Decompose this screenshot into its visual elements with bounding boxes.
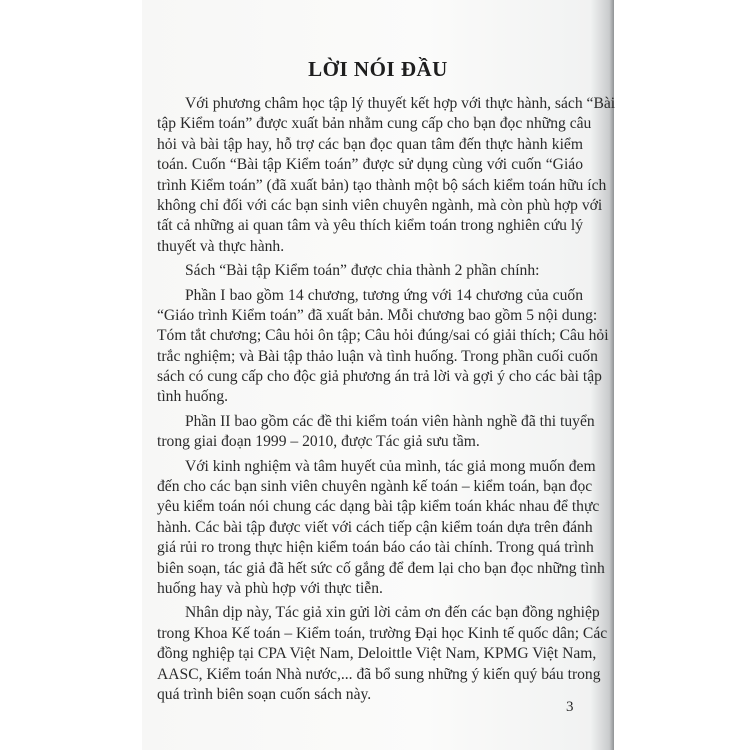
book-page	[142, 0, 614, 750]
text-line: Phần I bao gồm 14 chương, tương ứng với 14 chương của cuốn	[185, 286, 583, 304]
text-line: đến cho các bạn sinh viên chuyên ngành kế toán – kiểm toán, bạn đọc	[157, 478, 593, 496]
text-line: trong giai đoạn 1999 – 2010, được Tác giả sưu tầm.	[157, 433, 480, 451]
paragraph	[157, 457, 605, 600]
page-title: LỜI NÓI ĐẦU	[308, 57, 448, 81]
text-line: Phần II bao gồm các đề thi kiểm toán viên hành nghề đã thi tuyển	[185, 412, 595, 430]
text-line: AASC, Kiểm toán Nhà nước,... đã bổ sung những ý kiến quý báu trong	[157, 665, 601, 683]
text-line: huống hay và phù hợp với thực tiễn.	[157, 579, 383, 597]
preface-body	[157, 94, 616, 709]
page-number: 3	[566, 699, 574, 715]
text-line: yêu kiểm toán nói chung các dạng bài tập kiểm toán khác nhau để thực	[157, 498, 600, 516]
text-line: Nhân dịp này, Tác giả xin gửi lời cảm ơn đến các bạn đồng nghiệp	[185, 604, 600, 622]
text-line: giá rủi ro trong thực hiện kiểm toán báo cáo tài chính. Trong quá trình	[157, 539, 594, 557]
text-line: hỏi và bài tập hay, hỗ trợ các bạn đọc quan tâm đến thực hành kiểm	[157, 135, 583, 153]
text-line: “Giáo trình Kiểm toán” đã xuất bản. Mỗi chương bao gồm 5 nội dung:	[157, 306, 598, 324]
paragraph	[157, 261, 583, 281]
paragraph	[157, 286, 609, 408]
paragraph	[157, 94, 616, 257]
text-line: không chỉ đối với các bạn sinh viên chuyên ngành, mà còn phù hợp với	[157, 196, 603, 214]
text-line: trong Khoa Kế toán – Kiểm toán, trường Đại học Kinh tế quốc dân; Các	[157, 624, 608, 642]
text-line: tất cả những ai quan tâm và yêu thích kiểm toán trong nghiên cứu lý	[157, 217, 583, 235]
text-line: trình Kiểm toán” (đã xuất bản) tạo thành một bộ sách kiểm toán hữu ích	[157, 176, 607, 194]
text-line: Với phương châm học tập lý thuyết kết hợp với thực hành, sách “Bài	[185, 95, 616, 112]
text-line: quá trình biên soạn cuốn sách này.	[157, 685, 372, 703]
text-line: hành. Các bài tập được viết với cách tiếp cận kiểm toán dựa trên đánh	[157, 518, 593, 536]
text-line: tình huống.	[157, 388, 229, 406]
text-line: sách có cung cấp cho độc giả phương án trả lời và gợi ý cho các bài tập	[157, 368, 602, 386]
paragraph	[157, 412, 595, 453]
text-line: trắc nghiệm; và Bài tập thảo luận và tình huống. Trong phần cuối cuốn	[157, 347, 598, 365]
paragraph	[157, 603, 608, 705]
text-line: Với kinh nghiệm và tâm huyết của mình, tác giả mong muốn đem	[185, 457, 596, 475]
text-line: toán. Cuốn “Bài tập Kiểm toán” được sử dụng cùng với cuốn “Giáo	[157, 156, 583, 174]
text-line: Tóm tắt chương; Câu hỏi ôn tập; Câu hỏi đúng/sai có giải thích; Câu hỏi	[157, 327, 609, 345]
text-line: đồng nghiệp tại CPA Việt Nam, Deloittle Việt Nam, KPMG Việt Nam,	[157, 645, 597, 663]
text-line: tập Kiểm toán” được xuất bản nhằm cung cấp cho bạn đọc những câu	[157, 115, 592, 133]
text-line: thuyết và thực hành.	[157, 237, 285, 255]
text-line: biên soạn, tác giả đã hết sức cố gắng để đem lại cho bạn đọc những tình	[157, 559, 605, 577]
text-line: Sách “Bài tập Kiểm toán” được chia thành 2 phần chính:	[185, 262, 540, 280]
